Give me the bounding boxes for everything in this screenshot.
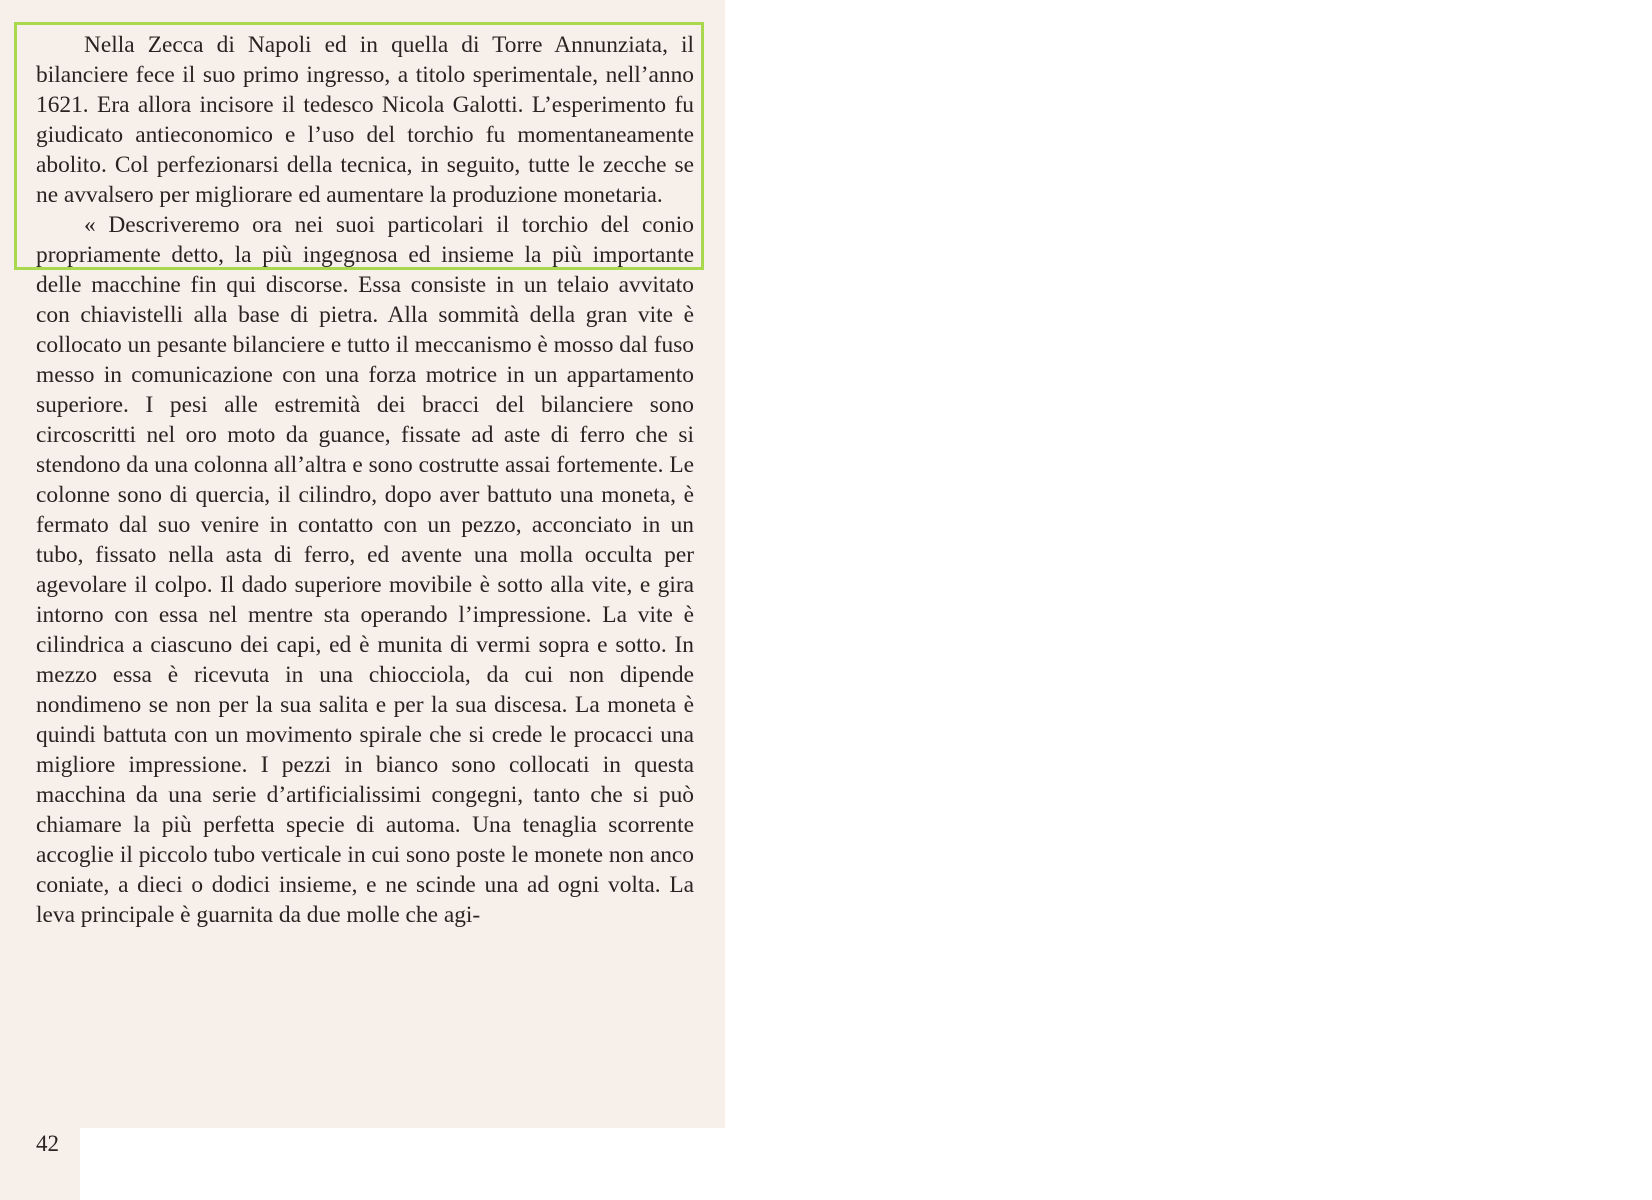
body-text — [36, 30, 694, 930]
paragraph-highlighted: Nella Zecca di Napoli ed in quella di Torre Annunziata, il bilanciere fece il suo primo ingresso, a titolo sperimentale, nell’anno 1621. Era allora incisore il tedesco Nicola Galotti. L’esperimento fu giudicato antieconomico e l’uso del torchio fu momentaneamente abolito. Col perfezionarsi della tecnica, in seguito, tutte le zecche se ne avvalsero per migliorare ed aumentare la produzione monetaria. — [36, 32, 694, 208]
page-cutout — [80, 1128, 725, 1200]
document-page — [0, 0, 725, 1200]
paragraph-quote: « Descriveremo ora nei suoi particolari il torchio del conio propriamente detto, la più ingegnosa ed insieme la più importante delle macchine fin qui discorse. Essa consiste in un telaio avvitato con chiavistelli alla base di pietra. Alla sommità della gran vite è collocato un pesante bilanciere e tutto il meccanismo è mosso dal fuso messo in comunicazione con una forza motrice in un appartamento superiore. I pesi alle estremità dei bracci del bilanciere sono circoscritti nel oro moto da guance, fissate ad aste di ferro che si stendono da una colonna all’altra e sono costrutte assai fortemente. Le colonne sono di quercia, il cilindro, dopo aver battuto una moneta, è fermato dal suo venire in contatto con un pezzo, acconciato in un tubo, fissato nella asta di ferro, ed avente una molla occulta per agevolare il colpo. Il dado superiore movibile è sotto alla vite, e gira intorno con essa nel mentre sta operando l’impressione. La vite è cilindrica a ciascuno dei capi, ed è munita di vermi sopra e sotto. In mezzo essa è ricevuta in una chiocciola, da cui non dipende nondimeno se non per la sua salita e per la sua discesa. La moneta è quindi battuta con un movimento spirale che si crede le procacci una migliore impressione. I pezzi in bianco sono collocati in questa macchina da una serie d’artificialissimi congegni, tanto che si può chiamare la più perfetta specie di automa. Una tenaglia scorrente accoglie il piccolo tubo verticale in cui sono poste le monete non anco coniate, a dieci o dodici insieme, e ne scinde una ad ogni volta. La leva principale è guarnita da due molle che agi- — [36, 212, 694, 928]
page-number: 42 — [36, 1131, 59, 1156]
